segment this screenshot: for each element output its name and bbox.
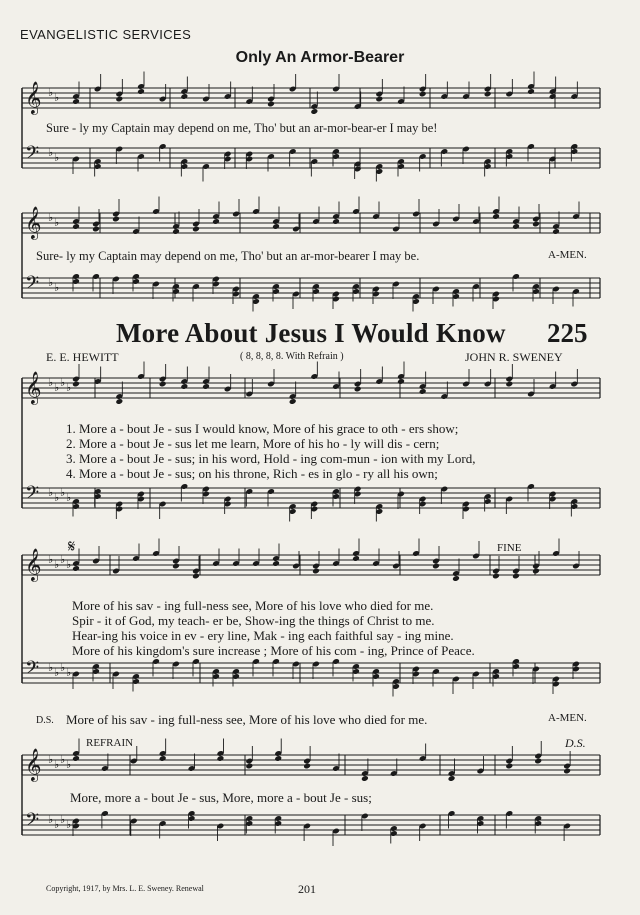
flat-sign: ♭: [54, 491, 60, 504]
note-head: [92, 226, 100, 233]
lyrics-line: Sure- ly my Captain may depend on me, Tho' but an ar-mor-bearer I may be.: [36, 249, 420, 263]
segno-sign: 𝄋: [68, 537, 76, 556]
verse-line: 2. More a - bout Je - sus let me learn, More of his ho - ly will dis - cern;: [66, 436, 440, 451]
flat-sign: ♭: [54, 758, 60, 771]
lyrics-line: Sure - ly my Captain may depend on me, Tho' but an ar-mor-bear-er I may be!: [46, 121, 438, 135]
flat-sign: ♭: [48, 276, 54, 289]
hymn-title-more-about-jesus: More About Jesus I Would Know: [116, 318, 506, 348]
note-head: [272, 223, 280, 230]
continuation-line: Hear-ing his voice in ev - ery line, Mak - ing each faithful say - ing mine.: [72, 628, 454, 643]
note-head: [272, 560, 280, 567]
flat-sign: ♭: [60, 813, 66, 826]
page-number: 201: [298, 882, 316, 896]
flat-sign: ♭: [48, 753, 54, 766]
note-head: [180, 93, 188, 100]
flat-sign: ♭: [48, 146, 54, 159]
flat-sign: ♭: [60, 753, 66, 766]
note-head: [397, 378, 405, 385]
flat-sign: ♭: [66, 491, 72, 504]
note-head: [505, 381, 513, 388]
note-head: [312, 568, 320, 575]
note-head: [448, 775, 456, 782]
ds-label: D.S.: [36, 715, 54, 726]
note-head: [492, 213, 500, 220]
continuation-line: More of his kingdom's sure increase ; More of his com - ing, Prince of Peace.: [72, 643, 475, 658]
bass-clef: 𝄢: [25, 483, 40, 508]
flat-sign: ♭: [54, 558, 60, 571]
composer-credit: JOHN R. SWENEY: [465, 350, 563, 364]
note-head: [563, 768, 571, 775]
note-head: [202, 383, 210, 390]
flat-sign: ♭: [48, 376, 54, 389]
flat-sign: ♭: [54, 151, 60, 164]
treble-clef: 𝄞: [25, 371, 42, 404]
fine-marking: FINE: [497, 542, 522, 554]
note-head: [212, 218, 220, 225]
note-head: [192, 573, 200, 580]
note-head: [352, 555, 360, 562]
note-head: [180, 383, 188, 390]
flat-sign: ♭: [48, 211, 54, 224]
bass-clef: 𝄢: [25, 143, 40, 168]
flat-sign: ♭: [48, 86, 54, 99]
treble-clef: 𝄞: [25, 548, 42, 581]
note-head: [172, 228, 180, 235]
note-head: [419, 91, 427, 98]
note-head: [452, 575, 460, 582]
note-head: [289, 398, 297, 405]
note-head: [115, 96, 123, 103]
note-head: [112, 216, 120, 223]
verse-line: 3. More a - bout Je - sus; in his word, Hold - ing com-mun - ion with my Lord,: [66, 451, 476, 466]
note-head: [172, 563, 180, 570]
flat-sign: ♭: [60, 661, 66, 674]
note-head: [72, 223, 80, 230]
flat-sign: ♭: [66, 666, 72, 679]
flat-sign: ♭: [60, 553, 66, 566]
flat-sign: ♭: [54, 281, 60, 294]
author-credit: E. E. HEWITT: [46, 350, 119, 364]
note-head: [532, 568, 540, 575]
note-head: [72, 381, 80, 388]
amen-label: A-MEN.: [548, 712, 587, 724]
flat-sign: ♭: [48, 813, 54, 826]
note-head: [419, 388, 427, 395]
note-head: [534, 758, 542, 765]
verse-line: 4. More a - bout Je - sus; on his throne, Rich - es in glo - ry all his own;: [66, 466, 438, 481]
bass-clef: 𝄢: [25, 810, 40, 835]
note-head: [303, 763, 311, 770]
note-head: [505, 763, 513, 770]
continuation-line: Spir - it of God, my teach- er be, Show-ing the things of Christ to me.: [72, 613, 435, 628]
meter-label: ( 8, 8, 8, 8. With Refrain ): [240, 351, 344, 362]
bass-clef: 𝄢: [25, 658, 40, 683]
flat-sign: ♭: [54, 818, 60, 831]
flat-sign: ♭: [60, 486, 66, 499]
note-head: [310, 108, 318, 115]
note-head: [72, 755, 80, 762]
flat-sign: ♭: [48, 486, 54, 499]
hymn-title-armor-bearer: Only An Armor-Bearer: [235, 49, 405, 66]
flat-sign: ♭: [66, 558, 72, 571]
flat-sign: ♭: [60, 376, 66, 389]
refrain-line: More, more a - bout Je - sus, More, more a - bout Je - sus;: [70, 790, 372, 805]
note-head: [484, 91, 492, 98]
note-head: [267, 101, 275, 108]
flat-sign: ♭: [54, 91, 60, 104]
note-head: [375, 96, 383, 103]
note-head: [332, 218, 340, 225]
note-head: [552, 228, 560, 235]
flat-sign: ♭: [54, 666, 60, 679]
flat-sign: ♭: [66, 758, 72, 771]
note-head: [217, 755, 225, 762]
treble-clef: 𝄞: [25, 748, 42, 781]
refrain-label: REFRAIN: [86, 737, 134, 749]
ds-line: More of his sav - ing full-ness see, More of his love who died for me.: [66, 712, 428, 727]
note-head: [492, 573, 500, 580]
copyright-notice: Copyright, 1917, by Mrs. L. E. Sweney. Renewal: [46, 884, 204, 893]
treble-clef: 𝄞: [25, 206, 42, 239]
flat-sign: ♭: [48, 661, 54, 674]
bass-clef: 𝄢: [25, 273, 40, 298]
note-head: [72, 565, 80, 572]
ds-mark: D.S.: [565, 736, 586, 750]
note-head: [527, 88, 535, 95]
flat-sign: ♭: [54, 216, 60, 229]
note-head: [361, 775, 369, 782]
note-head: [245, 763, 253, 770]
continuation-line: More of his sav - ing full-ness see, More of his love who died for me.: [72, 598, 434, 613]
verse-line: 1. More a - bout Je - sus I would know, More of his grace to oth - ers show;: [66, 421, 459, 436]
note-head: [532, 221, 540, 228]
hymn-number: 225: [547, 318, 588, 348]
treble-clef: 𝄞: [25, 81, 42, 114]
note-head: [137, 88, 145, 95]
flat-sign: ♭: [66, 381, 72, 394]
note-head: [432, 563, 440, 570]
note-head: [159, 381, 167, 388]
flat-sign: ♭: [66, 818, 72, 831]
note-head: [512, 223, 520, 230]
note-head: [72, 98, 80, 105]
note-head: [115, 398, 123, 405]
note-head: [512, 573, 520, 580]
note-head: [192, 226, 200, 233]
flat-sign: ♭: [54, 381, 60, 394]
note-head: [274, 755, 282, 762]
section-header: EVANGELISTIC SERVICES: [20, 27, 192, 42]
flat-sign: ♭: [48, 553, 54, 566]
note-head: [354, 386, 362, 393]
note-head: [159, 755, 167, 762]
amen-label: A-MEN.: [548, 249, 587, 261]
